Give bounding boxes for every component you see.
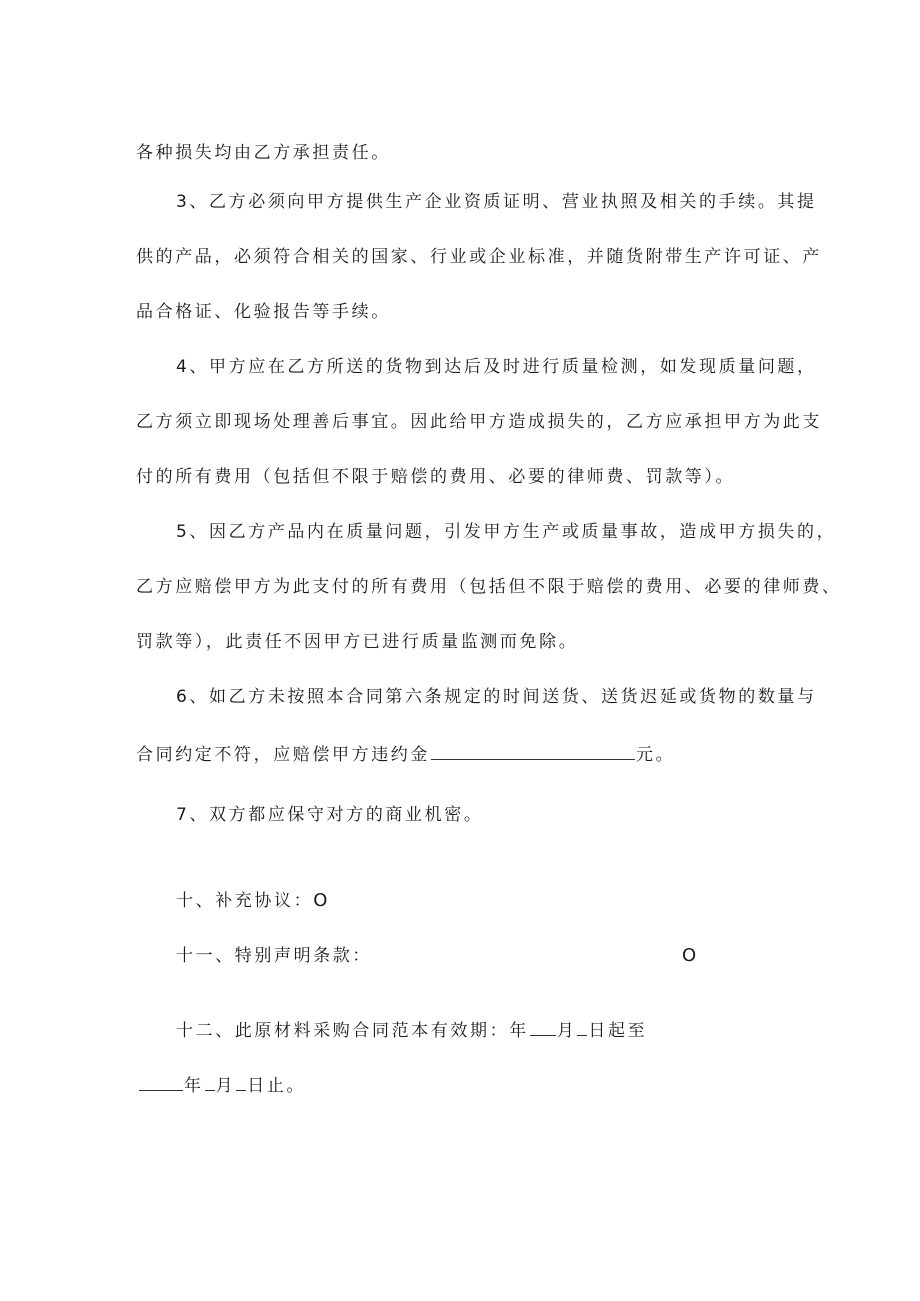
supplement-agreement	[176, 889, 327, 913]
special-mark: O	[682, 945, 697, 966]
clause-6-line-1: 6、如乙方未按照本合同第六条规定的时间送货、送货迟延或货物的数量与	[176, 687, 817, 707]
clause-4-line-3: 付的所有费用（包括但不限于赔偿的费用、必要的律师费、罚款等）。	[136, 467, 736, 487]
validity-month: 月	[556, 1021, 577, 1041]
special-statement-label: 十一、特别声明条款：	[176, 946, 372, 966]
validity-year: 年	[184, 1076, 204, 1096]
validity-end-day-blank[interactable]	[236, 1072, 246, 1091]
clause-5-line-2: 乙方应赔偿甲方为此支付的所有费用（包括但不限于赔偿的费用、必要的律师费、	[136, 577, 842, 597]
penalty-amount-blank[interactable]	[431, 741, 635, 760]
clause-3-line-1: 3、乙方必须向甲方提供生产企业资质证明、营业执照及相关的手续。其提	[176, 192, 817, 212]
clause-5-line-3: 罚款等），此责任不因甲方已进行质量监测而免除。	[136, 632, 579, 652]
validity-line-2	[138, 1072, 306, 1098]
validity-end: 日止。	[247, 1076, 307, 1096]
clause-6-text: 合同约定不符，应赔偿甲方违约金	[136, 745, 430, 765]
validity-day-from: 日起至	[588, 1021, 648, 1041]
clause-3-line-2: 供的产品，必须符合相关的国家、行业或企业标准，并随货附带生产许可证、产	[136, 247, 822, 267]
clause-6-line-2	[136, 741, 675, 767]
supplement-mark: O	[313, 890, 328, 911]
clause-3-line-3: 品合格证、化验报告等手续。	[136, 302, 391, 322]
validity-day-blank[interactable]	[577, 1017, 587, 1036]
clause-4-line-1: 4、甲方应在乙方所送的货物到达后及时进行质量检测，如发现质量问题，	[176, 357, 817, 377]
special-statement-mark	[682, 944, 696, 968]
supplement-label: 十、补充协议：	[176, 891, 314, 911]
clause-7: 7、双方都应保守对方的商业机密。	[176, 805, 484, 825]
text-line-1: 各种损失均由乙方承担责任。	[136, 143, 391, 163]
validity-month-blank[interactable]	[530, 1017, 556, 1036]
validity-prefix: 十二、此原材料采购合同范本有效期：年	[176, 1021, 529, 1041]
validity-end-month-blank[interactable]	[205, 1072, 215, 1091]
validity-month2: 月	[215, 1076, 236, 1096]
validity-line-1	[176, 1017, 647, 1043]
validity-end-year-blank[interactable]	[139, 1072, 183, 1091]
currency-unit: 元。	[636, 745, 676, 765]
clause-5-line-1: 5、因乙方产品内在质量问题，引发甲方生产或质量事故，造成甲方损失的，	[176, 522, 837, 542]
clause-4-line-2: 乙方须立即现场处理善后事宜。因此给甲方造成损失的，乙方应承担甲方为此支	[136, 412, 822, 432]
